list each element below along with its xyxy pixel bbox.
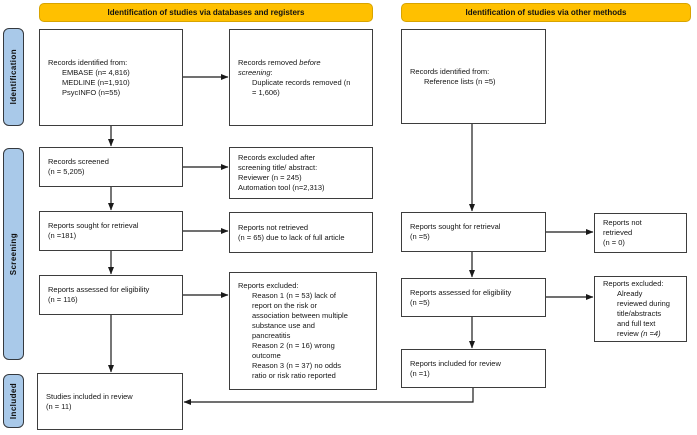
text-line: Reports assessed for eligibility (410, 287, 512, 297)
text-line: substance use and (252, 321, 315, 330)
text-line: Duplicate records removed (n (252, 77, 351, 87)
text-line: Reports assessed for eligibility (48, 285, 150, 294)
text-segment: review (617, 329, 641, 338)
text-line: report on the risk or (252, 301, 318, 310)
stage-screening-label: Screening (9, 232, 18, 276)
text-line: EMBASE (n= 4,816) (62, 67, 130, 77)
text-line (238, 68, 369, 78)
box-reports-included-other (401, 349, 546, 388)
text-line: Reports not retrieved (238, 222, 309, 232)
text-line: Records screened (48, 157, 109, 166)
text-line (603, 329, 683, 339)
box-reports-assessed-other (401, 278, 546, 317)
text-segment: : (270, 67, 273, 77)
text-line: and full text (617, 319, 656, 328)
box-records-removed (229, 29, 373, 126)
text-line: Records identified from: (48, 57, 128, 67)
box-reports-not-retrieved-other (594, 213, 687, 253)
stage-included-label: Included (9, 382, 18, 420)
text-line: Reports sought for retrieval (48, 221, 139, 230)
text-segment: Records removed (238, 57, 300, 67)
text-line: Reviewer (n = 245) (238, 173, 302, 182)
text-line: (n = 11) (46, 401, 72, 411)
box-reports-sought-databases (39, 211, 183, 251)
box-records-excluded-screening (229, 147, 373, 199)
header-other-label: Identification of studies via other methods (465, 8, 627, 17)
text-line: Reports sought for retrieval (410, 222, 501, 231)
text-segment-italic: screening (238, 67, 271, 77)
text-segment-italic: (n =4) (640, 329, 661, 338)
text-line: MEDLINE (n=1,910) (62, 77, 130, 87)
text-line: (n = 116) (48, 295, 78, 304)
header-databases-registers (39, 3, 373, 22)
text-line: (n = 0) (603, 238, 625, 247)
text-line: (n =5) (410, 232, 430, 241)
box-reports-sought-other (401, 212, 546, 252)
text-line: Reason 1 (n = 53) lack of (252, 291, 337, 300)
header-other-methods (401, 3, 691, 22)
text-line: retrieved (603, 228, 633, 237)
box-reports-excluded-other (594, 276, 687, 342)
text-line: (n = 65) due to lack of full article (238, 232, 345, 242)
text-line: pancreatitis (252, 331, 291, 340)
box-studies-included (37, 373, 183, 430)
stage-identification (3, 28, 24, 126)
stage-screening (3, 148, 24, 360)
text-line: Already (617, 289, 643, 298)
text-line: (n =1) (410, 368, 430, 378)
text-line: Reason 2 (n = 16) wrong (252, 341, 335, 350)
text-line: = 1,606) (252, 87, 280, 97)
text-line: Reports excluded: (603, 279, 664, 288)
arrow-om-included-to-studies-included (184, 388, 473, 402)
text-line: Reports included for review (410, 358, 501, 368)
text-line: title/abstracts (617, 309, 662, 318)
text-line: Automation tool (n=2,313) (238, 183, 325, 192)
text-line: (n = 5,205) (48, 167, 85, 176)
text-line (238, 58, 369, 68)
box-records-identified-other (401, 29, 546, 124)
box-records-identified-databases (39, 29, 183, 126)
text-line: Studies included in review (46, 391, 133, 401)
text-line: Reason 3 (n = 37) no odds (252, 361, 342, 370)
text-line: outcome (252, 351, 281, 360)
text-line: Reports excluded: (238, 281, 299, 290)
stage-included (3, 374, 24, 428)
text-segment-italic: before (299, 57, 321, 67)
text-line: reviewed during (617, 299, 670, 308)
text-line: association between multiple (252, 311, 348, 320)
text-line: (n =5) (410, 297, 430, 307)
text-line: Records identified from: (410, 66, 490, 76)
box-records-screened (39, 147, 183, 187)
text-line: PsycINFO (n=55) (62, 87, 121, 97)
text-line: Reference lists (n =5) (424, 76, 496, 86)
text-line: ratio or risk ratio reported (252, 371, 336, 380)
box-reports-excluded-reasons (229, 272, 377, 390)
header-databases-label: Identification of studies via databases and registers (107, 8, 305, 17)
text-line: Reports not (603, 218, 642, 227)
text-line: Records excluded after (238, 153, 316, 162)
box-reports-not-retrieved-databases (229, 212, 373, 253)
text-line: screening title/ abstract: (238, 163, 318, 172)
box-reports-assessed-databases (39, 275, 183, 315)
stage-identification-label: Identification (9, 49, 18, 105)
text-line: (n =181) (48, 231, 77, 240)
